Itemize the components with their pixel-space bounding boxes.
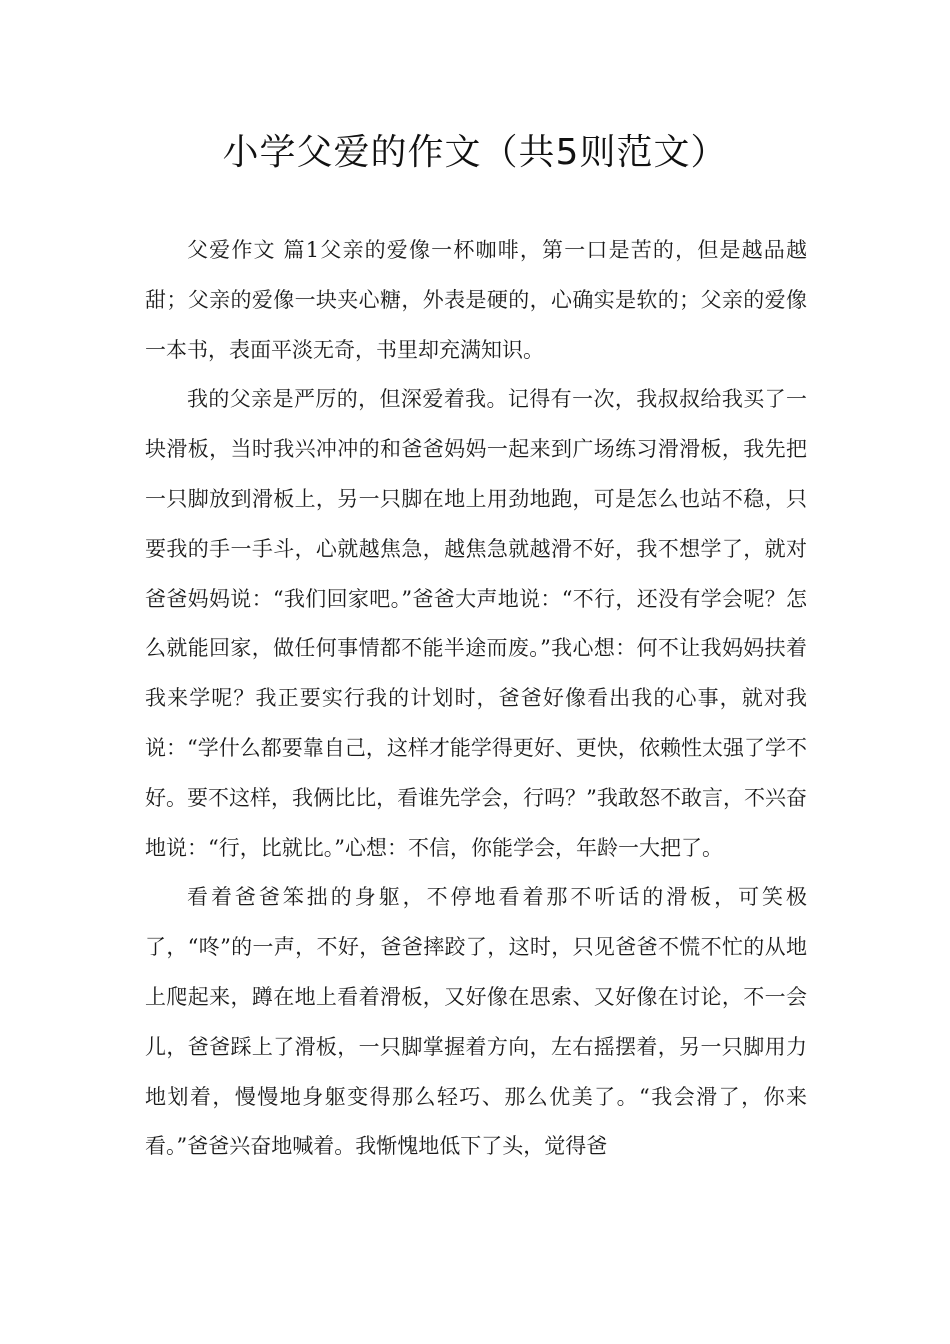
document-title: 小学父爱的作文（共5则范文） — [222, 132, 728, 173]
paragraph-3: 看着爸爸笨拙的身躯，不停地看着那不听话的滑板，可笑极了，“咚”的一声，不好，爸爸摔跤了，这时，只见爸爸不慌不忙的从地上爬起来，蹲在地上看着滑板，又好像在思索、又好像在讨论，不一会儿，爸爸踩上了滑板，一只脚掌握着方向，左右摇摆着，另一只脚用力地划着，慢慢地身躯变得那么轻巧、那么优美了。“我会滑了，你来看。”爸爸兴奋地喊着。我惭愧地低下了头，觉得爸 — [145, 885, 807, 1159]
document-body — [145, 226, 807, 1172]
paragraph-1: 父爱作文 篇1父亲的爱像一杯咖啡，第一口是苦的，但是越品越甜；父亲的爱像一块夹心糖，外表是硬的，心确实是软的；父亲的爱像一本书，表面平淡无奇，书里却充满知识。 — [145, 238, 807, 362]
paragraph-2: 我的父亲是严厉的，但深爱着我。记得有一次，我叔叔给我买了一块滑板，当时我兴冲冲的和爸爸妈妈一起来到广场练习滑滑板，我先把一只脚放到滑板上，另一只脚在地上用劲地跑，可是怎么也站不稳，只要我的手一手斗，心就越焦急，越焦急就越滑不好，我不想学了，就对爸爸妈妈说：“我们回家吧。”爸爸大声地说：“不行，还没有学会呢？怎么就能回家，做任何事情都不能半途而废。”我心想：何不让我妈妈扶着我来学呢？我正要实行我的计划时，爸爸好像看出我的心事，就对我说：“学什么都要靠自己，这样才能学得更好、更快，依赖性太强了学不好。要不这样，我俩比比，看谁先学会，行吗？”我敢怒不敢言，不兴奋地说：“行，比就比。”心想：不信，你能学会，年龄一大把了。 — [145, 387, 807, 860]
